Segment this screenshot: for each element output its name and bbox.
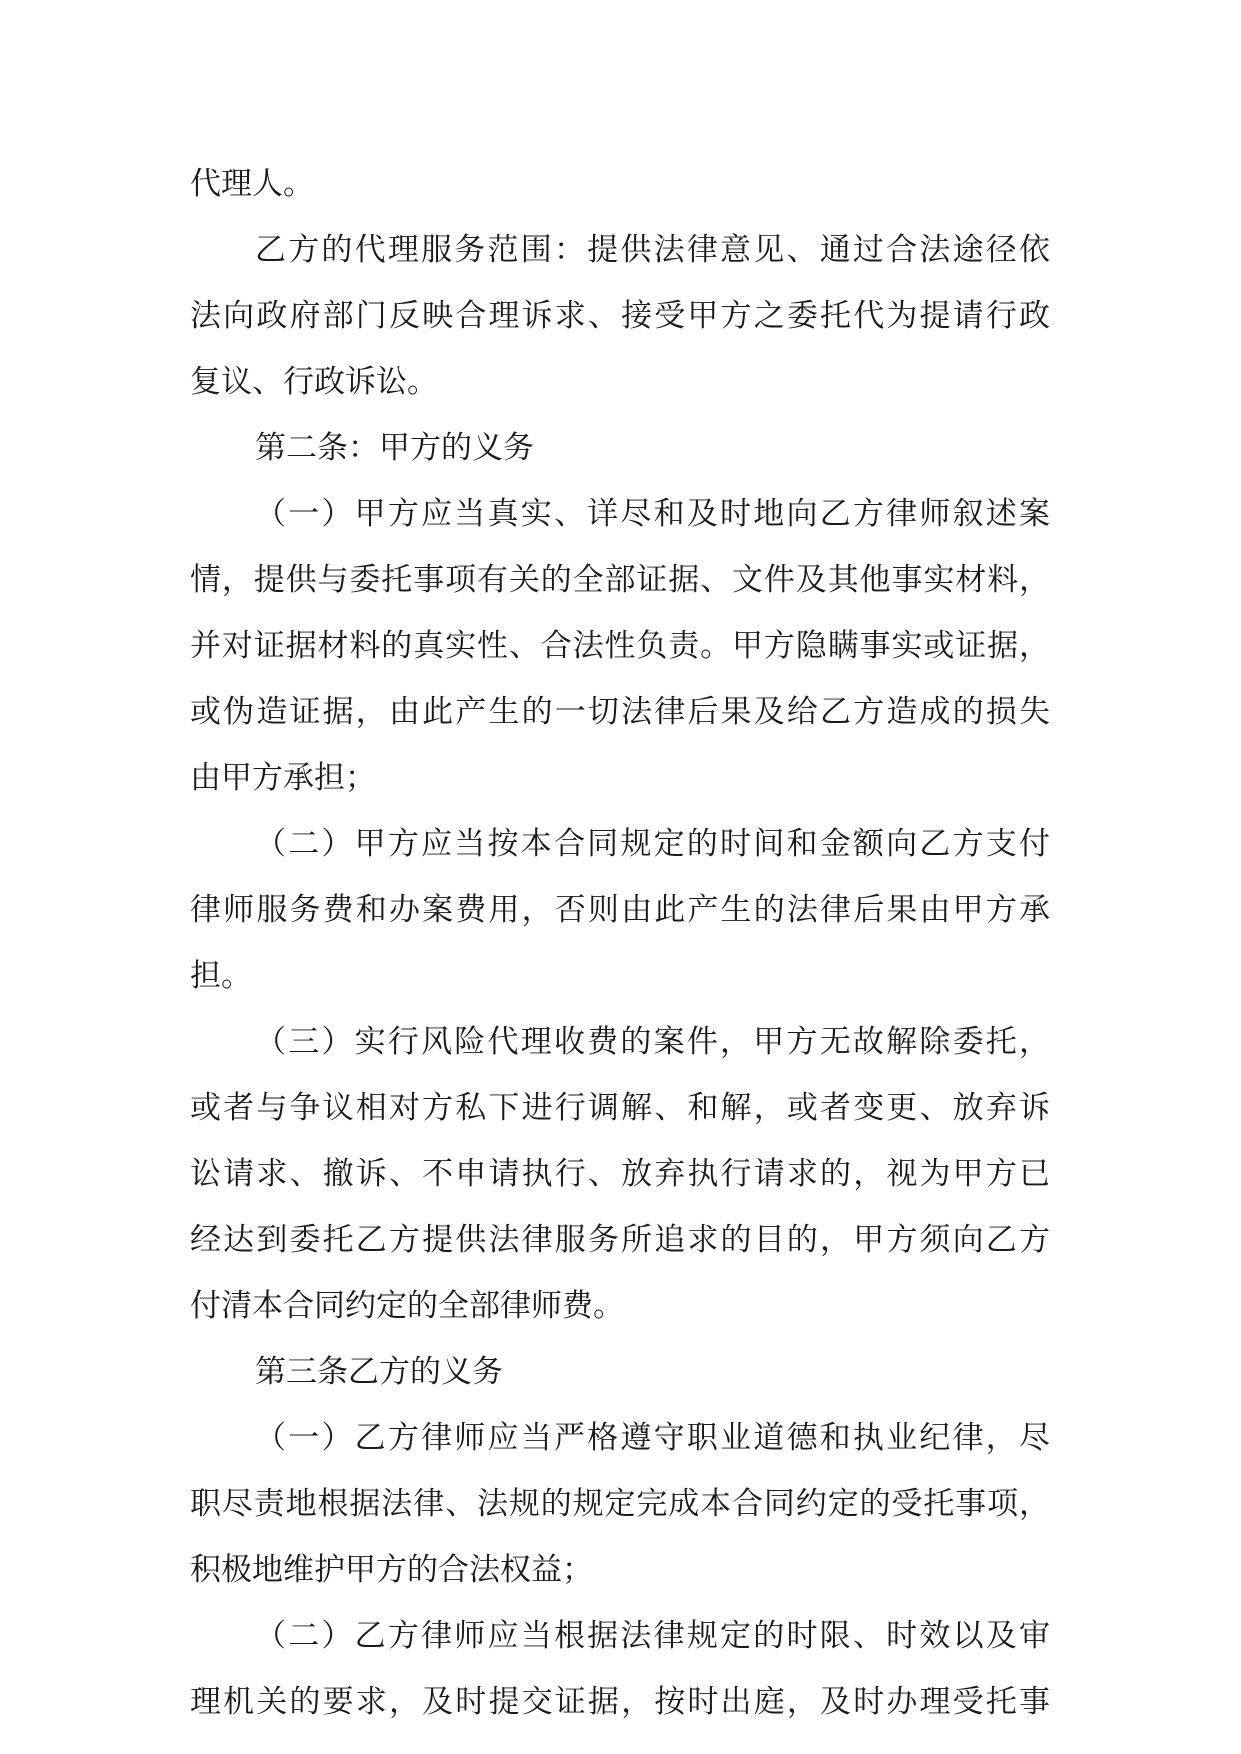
text-line: 付清本合同约定的全部律师费。: [190, 1288, 624, 1324]
text-line: 理机关的要求，及时提交证据，按时出庭，及时办理受托事: [190, 1684, 1050, 1720]
text-line: （一）甲方应当真实、详尽和及时地向乙方律师叙述案: [255, 496, 1050, 532]
text-line: 并对证据材料的真实性、合法性负责。甲方隐瞒事实或证据，: [190, 628, 1050, 664]
text-line: 积极地维护甲方的合法权益；: [190, 1552, 593, 1588]
text-line: 或伪造证据，由此产生的一切法律后果及给乙方造成的损失: [190, 694, 1050, 730]
text-line: （一）乙方律师应当严格遵守职业道德和执业纪律，尽: [255, 1420, 1050, 1456]
section-heading: 第二条：甲方的义务: [255, 430, 534, 466]
text-line: 法向政府部门反映合理诉求、接受甲方之委托代为提请行政: [190, 298, 1050, 334]
text-line: 乙方的代理服务范围：提供法律意见、通过合法途径依: [255, 232, 1050, 268]
section-heading: 第三条乙方的义务: [255, 1354, 503, 1390]
text-line: （二）乙方律师应当根据法律规定的时限、时效以及审: [255, 1618, 1050, 1654]
text-line: 复议、行政诉讼。: [190, 364, 438, 400]
text-line: 担。: [190, 958, 252, 994]
text-line: 代理人。: [190, 166, 314, 202]
text-line: 或者与争议相对方私下进行调解、和解，或者变更、放弃诉: [190, 1090, 1050, 1126]
text-line: 情，提供与委托事项有关的全部证据、文件及其他事实材料，: [190, 562, 1050, 598]
text-line: （三）实行风险代理收费的案件，甲方无故解除委托，: [255, 1024, 1050, 1060]
text-line: 经达到委托乙方提供法律服务所追求的目的，甲方须向乙方: [190, 1222, 1050, 1258]
text-line: 职尽责地根据法律、法规的规定完成本合同约定的受托事项，: [190, 1486, 1050, 1522]
contract-body-text: [190, 151, 1050, 1735]
text-line: 律师服务费和办案费用，否则由此产生的法律后果由甲方承: [190, 892, 1050, 928]
text-line: 讼请求、撤诉、不申请执行、放弃执行请求的，视为甲方已: [190, 1156, 1050, 1192]
text-line: （二）甲方应当按本合同规定的时间和金额向乙方支付: [255, 826, 1050, 862]
text-line: 由甲方承担；: [190, 760, 376, 796]
